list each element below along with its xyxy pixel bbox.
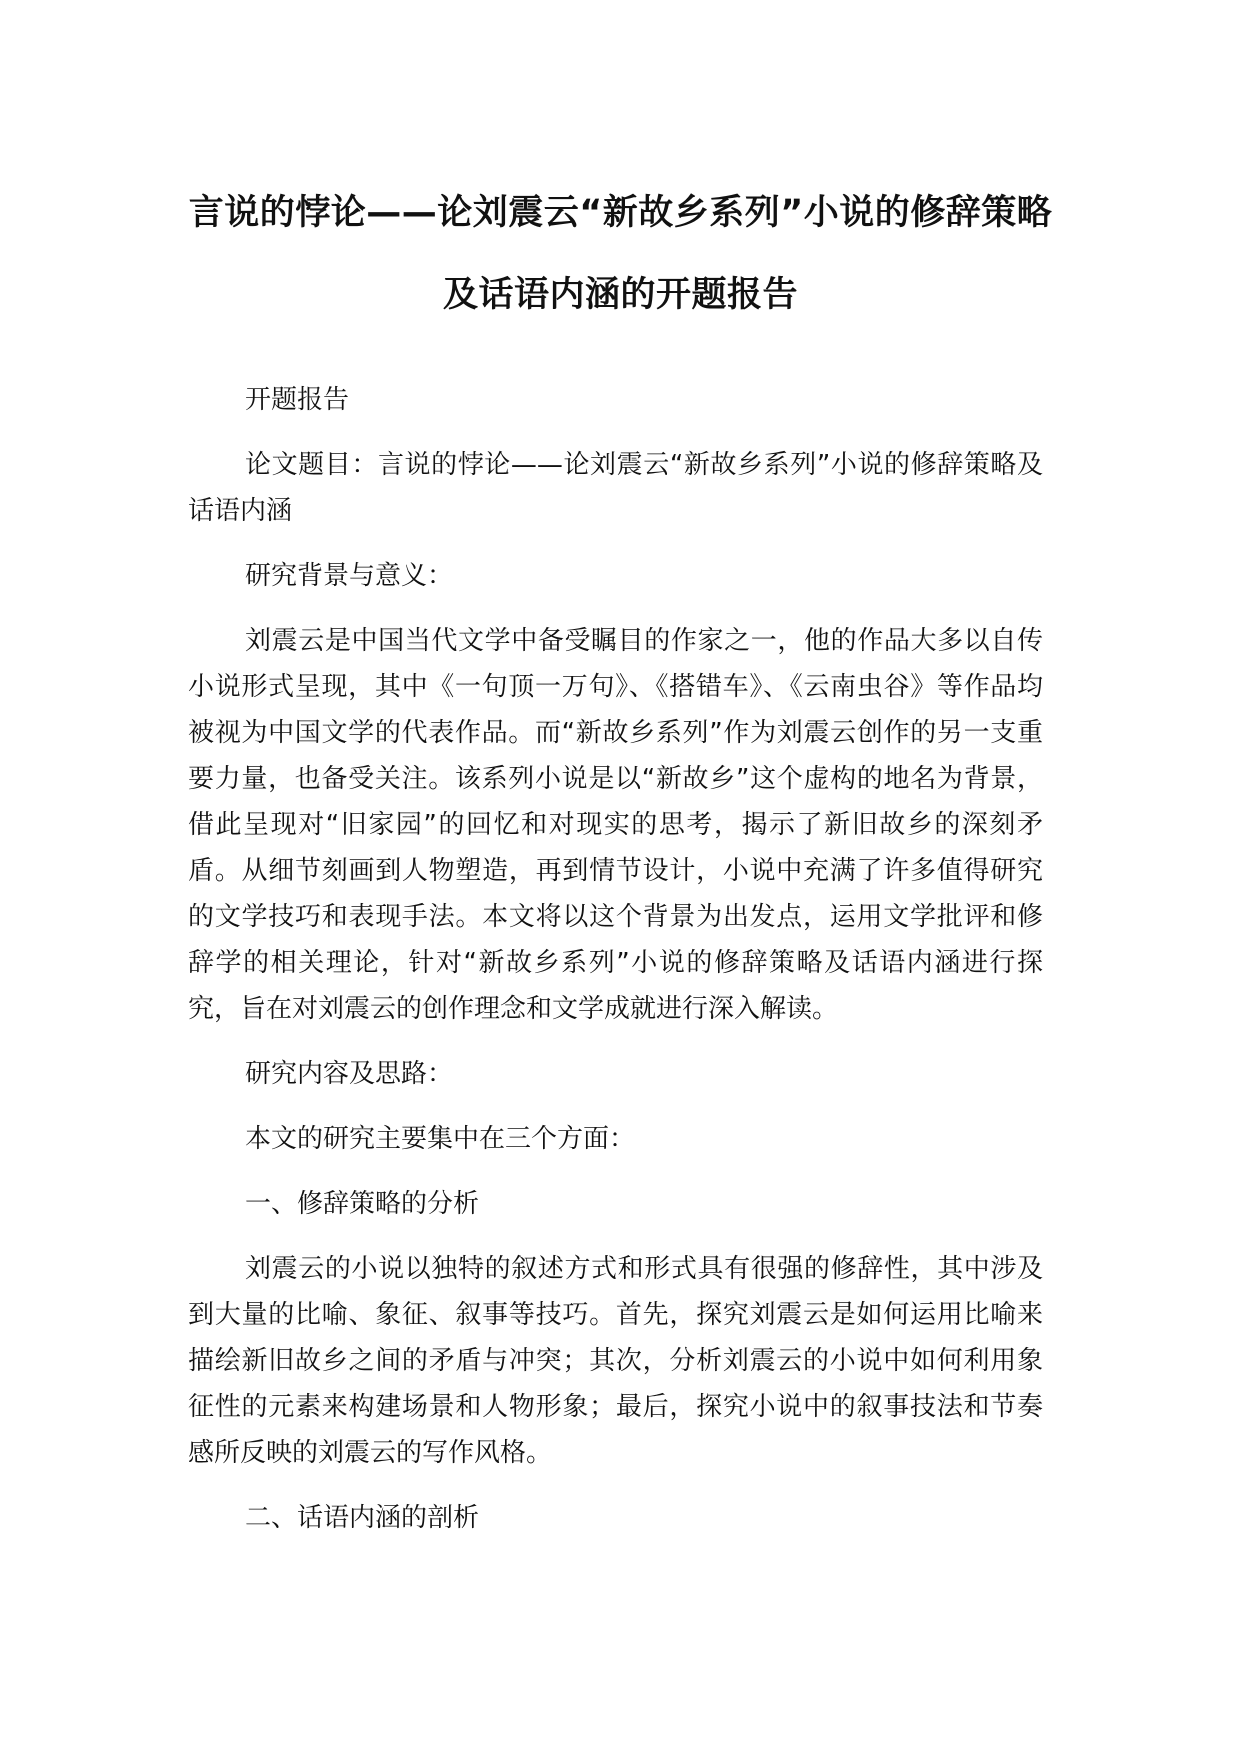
subheading-discourse: 二、话语内涵的剖析 xyxy=(245,1503,480,1533)
section-heading-content: 研究内容及思路： xyxy=(245,1059,454,1089)
paragraph-background: 刘震云是中国当代文学中备受瞩目的作家之一，他的作品大多以自传小说形式呈现，其中《一句顶一万句》、《搭错车》、《云南虫谷》等作品均被视为中国文学的代表作品。而“新故乡系列”作为刘震云创作的另一支重要力量，也备受关注。该系列小说是以“新故乡”这个虚构的地名为背景，借此呈现对“旧家园”的回忆和对现实的思考，揭示了新旧故乡的深刻矛盾。从细节刻画到人物塑造，再到情节设计，小说中充满了许多值得研究的文学技巧和表现手法。本文将以这个背景为出发点，运用文学批评和修辞学的相关理论，针对“新故乡系列”小说的修辞策略及话语内涵进行探究，旨在对刘震云的创作理念和文学成就进行深入解读。 xyxy=(188,626,1043,1024)
document-title: 言说的悖论——论刘震云“新故乡系列”小说的修辞策略及话语内涵的开题报告 xyxy=(188,193,1053,315)
document-body xyxy=(188,377,1043,1560)
thesis-title: 论文题目：言说的悖论——论刘震云“新故乡系列”小说的修辞策略及话语内涵 xyxy=(188,450,1043,526)
heading-report: 开题报告 xyxy=(245,385,350,415)
section-heading-background: 研究背景与意义： xyxy=(245,561,454,591)
subheading-rhetoric: 一、修辞策略的分析 xyxy=(245,1189,480,1219)
paragraph-research-focus: 本文的研究主要集中在三个方面： xyxy=(245,1124,636,1154)
paragraph-rhetoric: 刘震云的小说以独特的叙述方式和形式具有很强的修辞性，其中涉及到大量的比喻、象征、叙事等技巧。首先，探究刘震云是如何运用比喻来描绘新旧故乡之间的矛盾与冲突；其次，分析刘震云的小说中如何利用象征性的元素来构建场景和人物形象；最后，探究小说中的叙事技法和节奏感所反映的刘震云的写作风格。 xyxy=(188,1254,1043,1468)
